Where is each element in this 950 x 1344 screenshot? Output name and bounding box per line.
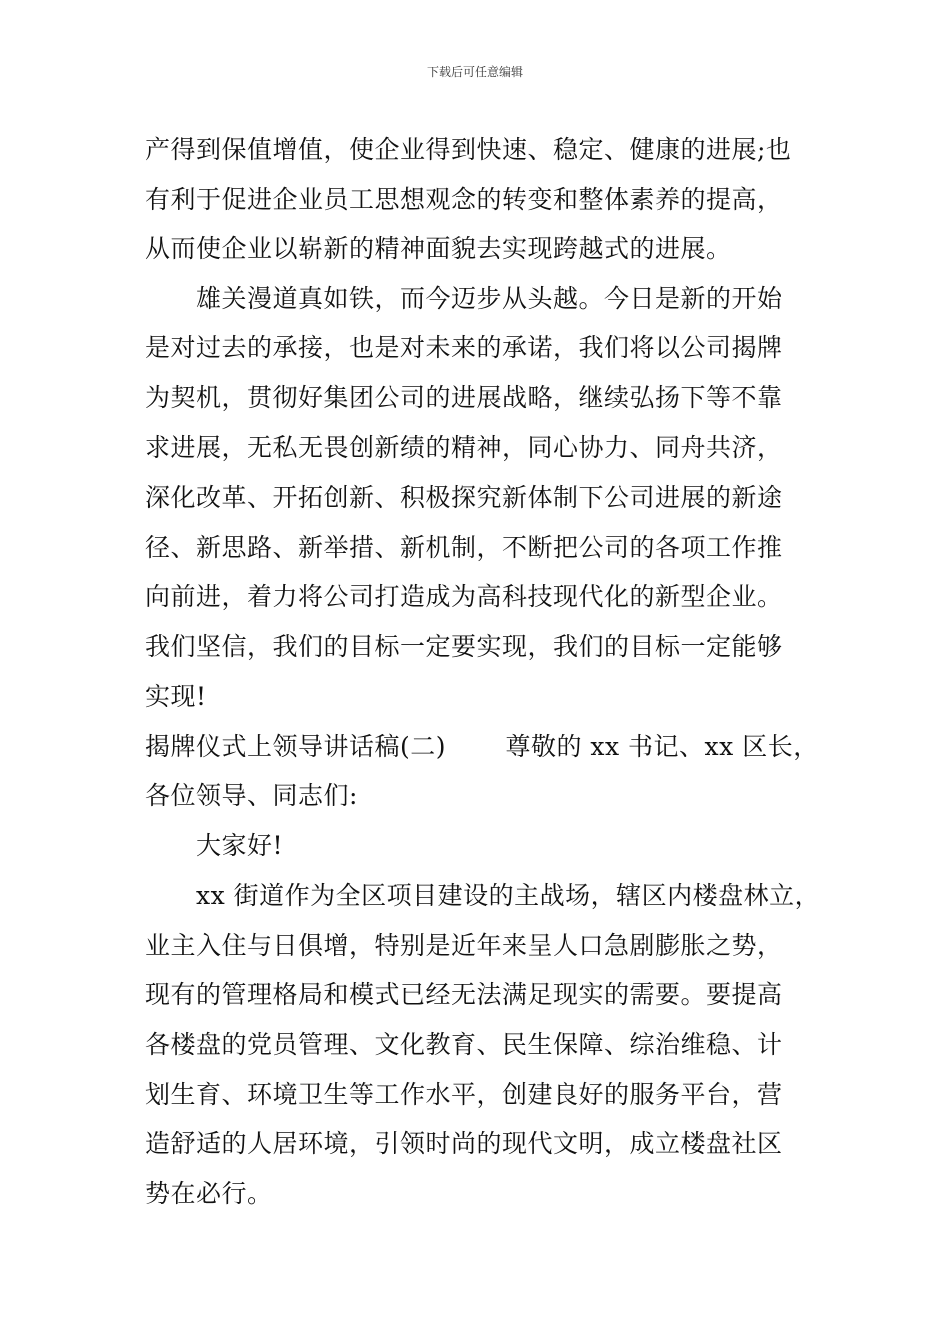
paragraph-line: 各楼盘的党员管理、文化教育、民生保障、综治维稳、计 — [145, 1030, 783, 1059]
paragraph-line: 是对过去的承接，也是对未来的承诺，我们将以公司揭牌 — [145, 333, 783, 362]
paragraph-line: 为契机，贯彻好集团公司的进展战略，继续弘扬下等不靠 — [145, 383, 783, 412]
paragraph-line: 我们坚信，我们的目标一定要实现，我们的目标一定能够 — [145, 632, 783, 661]
paragraph-line: 深化改革、开拓创新、积极探究新体制下公司进展的新途 — [145, 483, 783, 512]
page-header-note: 下载后可任意编辑 — [426, 65, 523, 79]
paragraph-line: 向前进，着力将公司打造成为高科技现代化的新型企业。 — [145, 582, 783, 611]
section-heading-line: 揭牌仪式上领导讲话稿(二) 尊敬的 xx 书记、xx 区长， — [145, 732, 819, 761]
paragraph-line: 势在必行。 — [145, 1179, 273, 1208]
paragraph-line: 求进展，无私无畏创新绩的精神，同心协力、同舟共济， — [145, 433, 783, 462]
greeting-line: 大家好! — [145, 831, 284, 860]
paragraph-line: 雄关漫道真如铁，而今迈步从头越。今日是新的开始 — [145, 284, 783, 313]
paragraph-line: 划生育、环境卫生等工作水平，创建良好的服务平台，营 — [145, 1080, 783, 1109]
paragraph-line: 产得到保值增值，使企业得到快速、稳定、健康的进展;也 — [145, 135, 792, 164]
salutation-line: 各位领导、同志们: — [145, 781, 358, 810]
paragraph-line: 现有的管理格局和模式已经无法满足现实的需要。要提高 — [145, 980, 783, 1009]
paragraph-line: 业主入住与日俱增，特别是近年来呈人口急剧膨胀之势， — [145, 931, 783, 960]
paragraph-line: 有利于促进企业员工思想观念的转变和整体素养的提高， — [145, 185, 783, 214]
paragraph-line: 从而使企业以崭新的精神面貌去实现跨越式的进展。 — [145, 234, 732, 263]
paragraph-line: 径、新思路、新举措、新机制，不断把公司的各项工作推 — [145, 533, 783, 562]
paragraph-line: 造舒适的人居环境，引领时尚的现代文明，成立楼盘社区 — [145, 1129, 783, 1158]
paragraph-line: 实现! — [145, 682, 207, 711]
paragraph-line: xx 街道作为全区项目建设的主战场，辖区内楼盘林立， — [145, 881, 821, 910]
